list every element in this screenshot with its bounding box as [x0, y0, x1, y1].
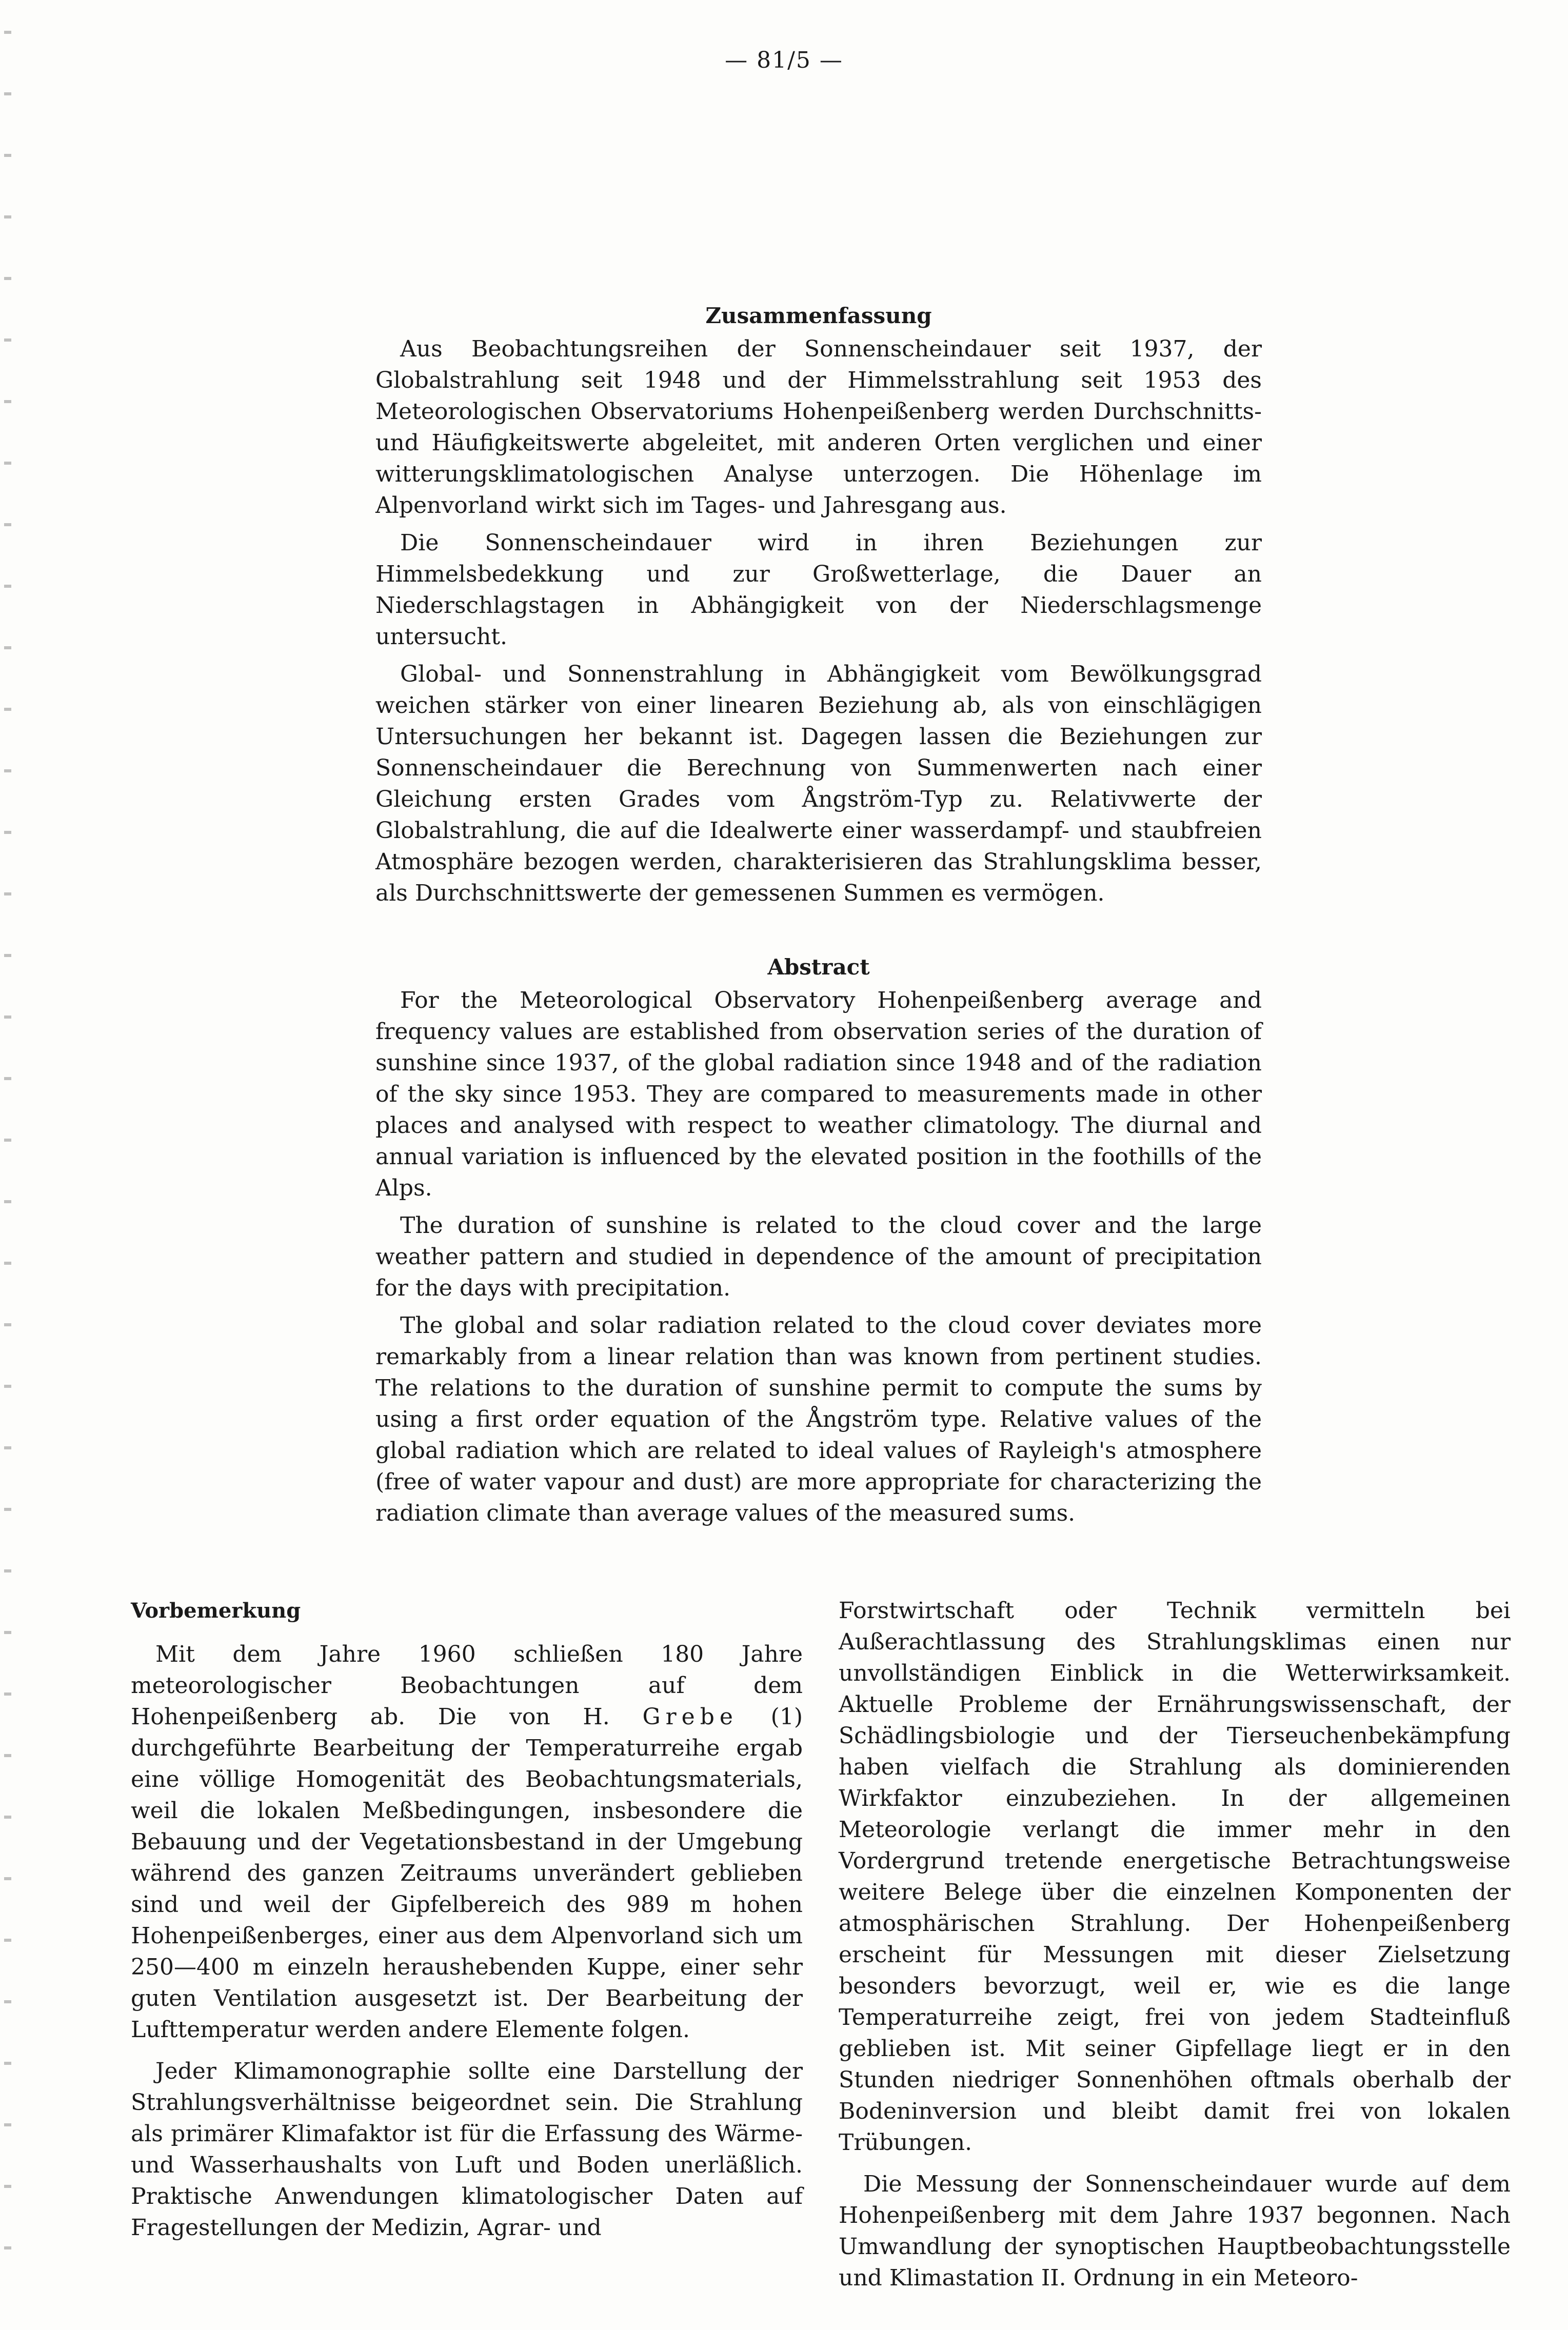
page-number: — 81/5 —	[725, 47, 843, 73]
abstract-paragraph: The duration of sunshine is related to the cloud cover and the large weather pattern and studied in dependence of the amount of precipitation for the days with precipitation.	[375, 1212, 1262, 1301]
zusammenfassung-paragraph: Aus Beobachtungsreihen der Sonnenscheindauer seit 1937, der Globalstrahlung seit 1948 und der Himmelsstrahlung seit 1953 des Meteorologischen Observatoriums Hohenpeißenberg werden Durchschnitts- und Häufigkeitswerte abgeleitet, mit anderen Orten verglichen und einer witterungsklimatologischen Analyse unterzogen. Die Höhenlage im Alpenvorland wirkt sich im Tages- und Jahresgang aus.	[375, 336, 1262, 519]
zusammenfassung-paragraph: Die Sonnenscheindauer wird in ihren Beziehungen zur Himmelsbedekkung und zur Großwetterlage, die Dauer an Niederschlagstagen in Abhängigkeit von der Niederschlagsmenge untersucht.	[375, 530, 1262, 650]
body-text: Mit dem Jahre 1960 schließen 180 Jahre meteorologischer Beobachtungen auf dem Hohenpeißenberg ab. Die von H.	[131, 1641, 803, 1730]
zusammenfassung-section	[375, 300, 1262, 915]
zusammenfassung-paragraph: Global- und Sonnenstrahlung in Abhängigkeit vom Bewölkungsgrad weichen stärker von einer linearen Beziehung ab, als von einschlägigen Untersuchungen her bekannt ist. Dagegen lassen die Beziehungen zur Sonnenscheindauer die Berechnung von Summenwerten nach einer Gleichung ersten Grades vom Ångström-Typ zu. Relativwerte der Globalstrahlung, die auf die Idealwerte einer wasserdampf- und staubfreien Atmosphäre bezogen werden, charakterisieren das Strahlungsklima besser, als Durchschnittswerte der gemessenen Summen es vermögen.	[375, 661, 1262, 906]
author-name: Grebe	[642, 1704, 738, 1730]
zusammenfassung-heading: Zusammenfassung	[705, 303, 932, 328]
scan-edge-marks	[4, 31, 11, 2287]
vorbemerkung-heading: Vorbemerkung	[131, 1599, 301, 1623]
body-column-right	[839, 1595, 1511, 2304]
body-paragraph-continued: Forstwirtschaft oder Technik vermitteln bei Außerachtlassung des Strahlungsklimas einen nur unvollständigen Einblick in die Wetterwirksamkeit. Aktuelle Probleme der Ernährungswissenschaft, der Schädlingsbiologie und der Tierseuchenbekämpfung haben vielfach die Strahlung als dominierenden Wirkfaktor einzubeziehen. In der allgemeinen Meteorologie verlangt die immer mehr in den Vordergrund tretende energetische Betrachtungsweise weitere Belege über die einzelnen Komponenten der atmosphärischen Strahlung. Der Hohenpeißenberg erscheint für Messungen mit dieser Zielsetzung besonders bevorzugt, weil er, wie es die lange Temperaturreihe zeigt, frei von jedem Stadteinfluß geblieben ist. Mit seiner Gipfellage liegt er in den Stunden niedriger Sonnenhöhen oftmals oberhalb der Bodeninversion und bleibt damit frei von lokalen Trübungen.	[839, 1598, 1511, 2156]
abstract-paragraph: The global and solar radiation related to the cloud cover deviates more remarkably from a linear relation than was known from pertinent studies. The relations to the duration of sunshine permit to compute the sums by using a first order equation of the Ångström type. Relative values of the global radiation which are related to ideal values of Rayleigh's atmosphere (free of water vapour and dust) are more appropriate for characterizing the radiation climate than average values of the measured sums.	[375, 1312, 1262, 1526]
body-paragraph: Die Messung der Sonnenscheindauer wurde auf dem Hohenpeißenberg mit dem Jahre 1937 begonnen. Nach Umwandlung der synoptischen Hauptbeobachtungsstelle und Klimastation II. Ordnung in ein Meteoro-	[839, 2171, 1511, 2291]
abstract-heading: Abstract	[767, 954, 870, 980]
abstract-section	[375, 951, 1262, 1535]
body-text: (1) durchgeführte Bearbeitung der Temperaturreihe ergab eine völlige Homogenität des Beobachtungsmaterials, weil die lokalen Meßbedingungen, insbesondere die Bebauung und der Vegetationsbestand in der Umgebung während des ganzen Zeitraums unverändert geblieben sind und weil der Gipfelbereich des 989 m hohen Hohenpeißenberges, einer aus dem Alpenvorland sich um 250—400 m einzeln heraushebenden Kuppe, einer sehr guten Ventilation ausgesetzt ist. Der Bearbeitung der Lufttemperatur werden andere Elemente folgen.	[131, 1704, 803, 2043]
abstract-paragraph: For the Meteorological Observatory Hohenpeißenberg average and frequency values are established from observation series of the duration of sunshine since 1937, of the global radiation since 1948 and of the radiation of the sky since 1953. They are compared to measurements made in other places and analysed with respect to weather climatology. The diurnal and annual variation is influenced by the elevated position in the foothills of the Alps.	[375, 987, 1262, 1201]
body-paragraph	[131, 1639, 803, 2045]
body-paragraph: Jeder Klimamonographie sollte eine Darstellung der Strahlungsverhältnisse beigeordnet sein. Die Strahlung als primärer Klimafaktor ist für die Erfassung des Wärme- und Wasserhaushalts von Luft und Boden unerläßlich. Praktische Anwendungen klimatologischer Daten auf Fragestellungen der Medizin, Agrar- und	[131, 2058, 803, 2241]
body-column-left	[131, 1595, 803, 2254]
